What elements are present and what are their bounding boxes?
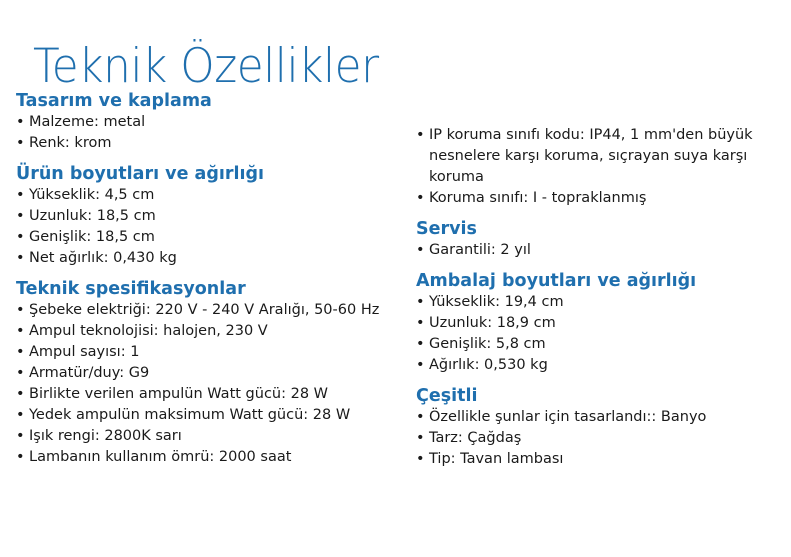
right-column — [416, 125, 786, 470]
section-packaging-dimensions — [416, 271, 786, 376]
section-heading: Teknik spesifikasyonlar — [16, 279, 246, 299]
spec-item: • Yedek ampulün maksimum Watt gücü: 28 W — [16, 405, 411, 426]
spec-list — [416, 240, 786, 261]
spec-list — [16, 185, 411, 269]
spec-item: • Ampul sayısı: 1 — [16, 342, 411, 363]
spec-item: • Tarz: Çağdaş — [416, 428, 786, 449]
section-service — [416, 219, 786, 261]
spec-item: • Uzunluk: 18,5 cm — [16, 206, 411, 227]
spec-item: • Ağırlık: 0,530 kg — [416, 355, 786, 376]
section-miscellaneous — [416, 386, 786, 470]
spec-item: • Lambanın kullanım ömrü: 2000 saat — [16, 447, 411, 468]
section-heading: Ambalaj boyutları ve ağırlığı — [416, 271, 697, 291]
section-design-finish — [16, 91, 411, 154]
spec-item: • Koruma sınıfı: I - topraklanmış — [416, 188, 786, 209]
section-heading: Çeşitli — [416, 386, 478, 406]
spec-item: • Şebeke elektriği: 220 V - 240 V Aralığı, 50-60 Hz — [16, 300, 411, 321]
spec-item: • Işık rengi: 2800K sarı — [16, 426, 411, 447]
spec-item: • Renk: krom — [16, 133, 411, 154]
spec-item: • Net ağırlık: 0,430 kg — [16, 248, 411, 269]
left-column — [16, 91, 411, 468]
spec-item: • Tip: Tavan lambası — [416, 449, 786, 470]
section-technical-specs — [16, 279, 411, 468]
spec-list — [416, 125, 786, 209]
spec-item: • Özellikle şunlar için tasarlandı:: Banyo — [416, 407, 786, 428]
spec-item: • Yükseklik: 19,4 cm — [416, 292, 786, 313]
spec-list — [416, 292, 786, 376]
spec-item: • Garantili: 2 yıl — [416, 240, 786, 261]
spec-item: • Birlikte verilen ampulün Watt gücü: 28 W — [16, 384, 411, 405]
spec-list — [416, 407, 786, 470]
section-heading: Servis — [416, 219, 477, 239]
spec-list — [16, 112, 411, 154]
section-product-dimensions — [16, 164, 411, 269]
spec-item: • Genişlik: 18,5 cm — [16, 227, 411, 248]
section-heading: Tasarım ve kaplama — [16, 91, 212, 111]
spec-item: • Ampul teknolojisi: halojen, 230 V — [16, 321, 411, 342]
spec-item: • Uzunluk: 18,9 cm — [416, 313, 786, 334]
spec-item: • IP koruma sınıfı kodu: IP44, 1 mm'den büyük nesnelere karşı koruma, sıçrayan suya karşı koruma — [416, 125, 786, 188]
spec-item: • Armatür/duy: G9 — [16, 363, 411, 384]
page-title: Teknik Özellikler — [33, 39, 379, 95]
section-technical-specs-continued — [416, 125, 786, 209]
spec-list — [16, 300, 411, 468]
spec-item: • Yükseklik: 4,5 cm — [16, 185, 411, 206]
spec-item: • Genişlik: 5,8 cm — [416, 334, 786, 355]
section-heading: Ürün boyutları ve ağırlığı — [16, 164, 265, 184]
spec-item: • Malzeme: metal — [16, 112, 411, 133]
